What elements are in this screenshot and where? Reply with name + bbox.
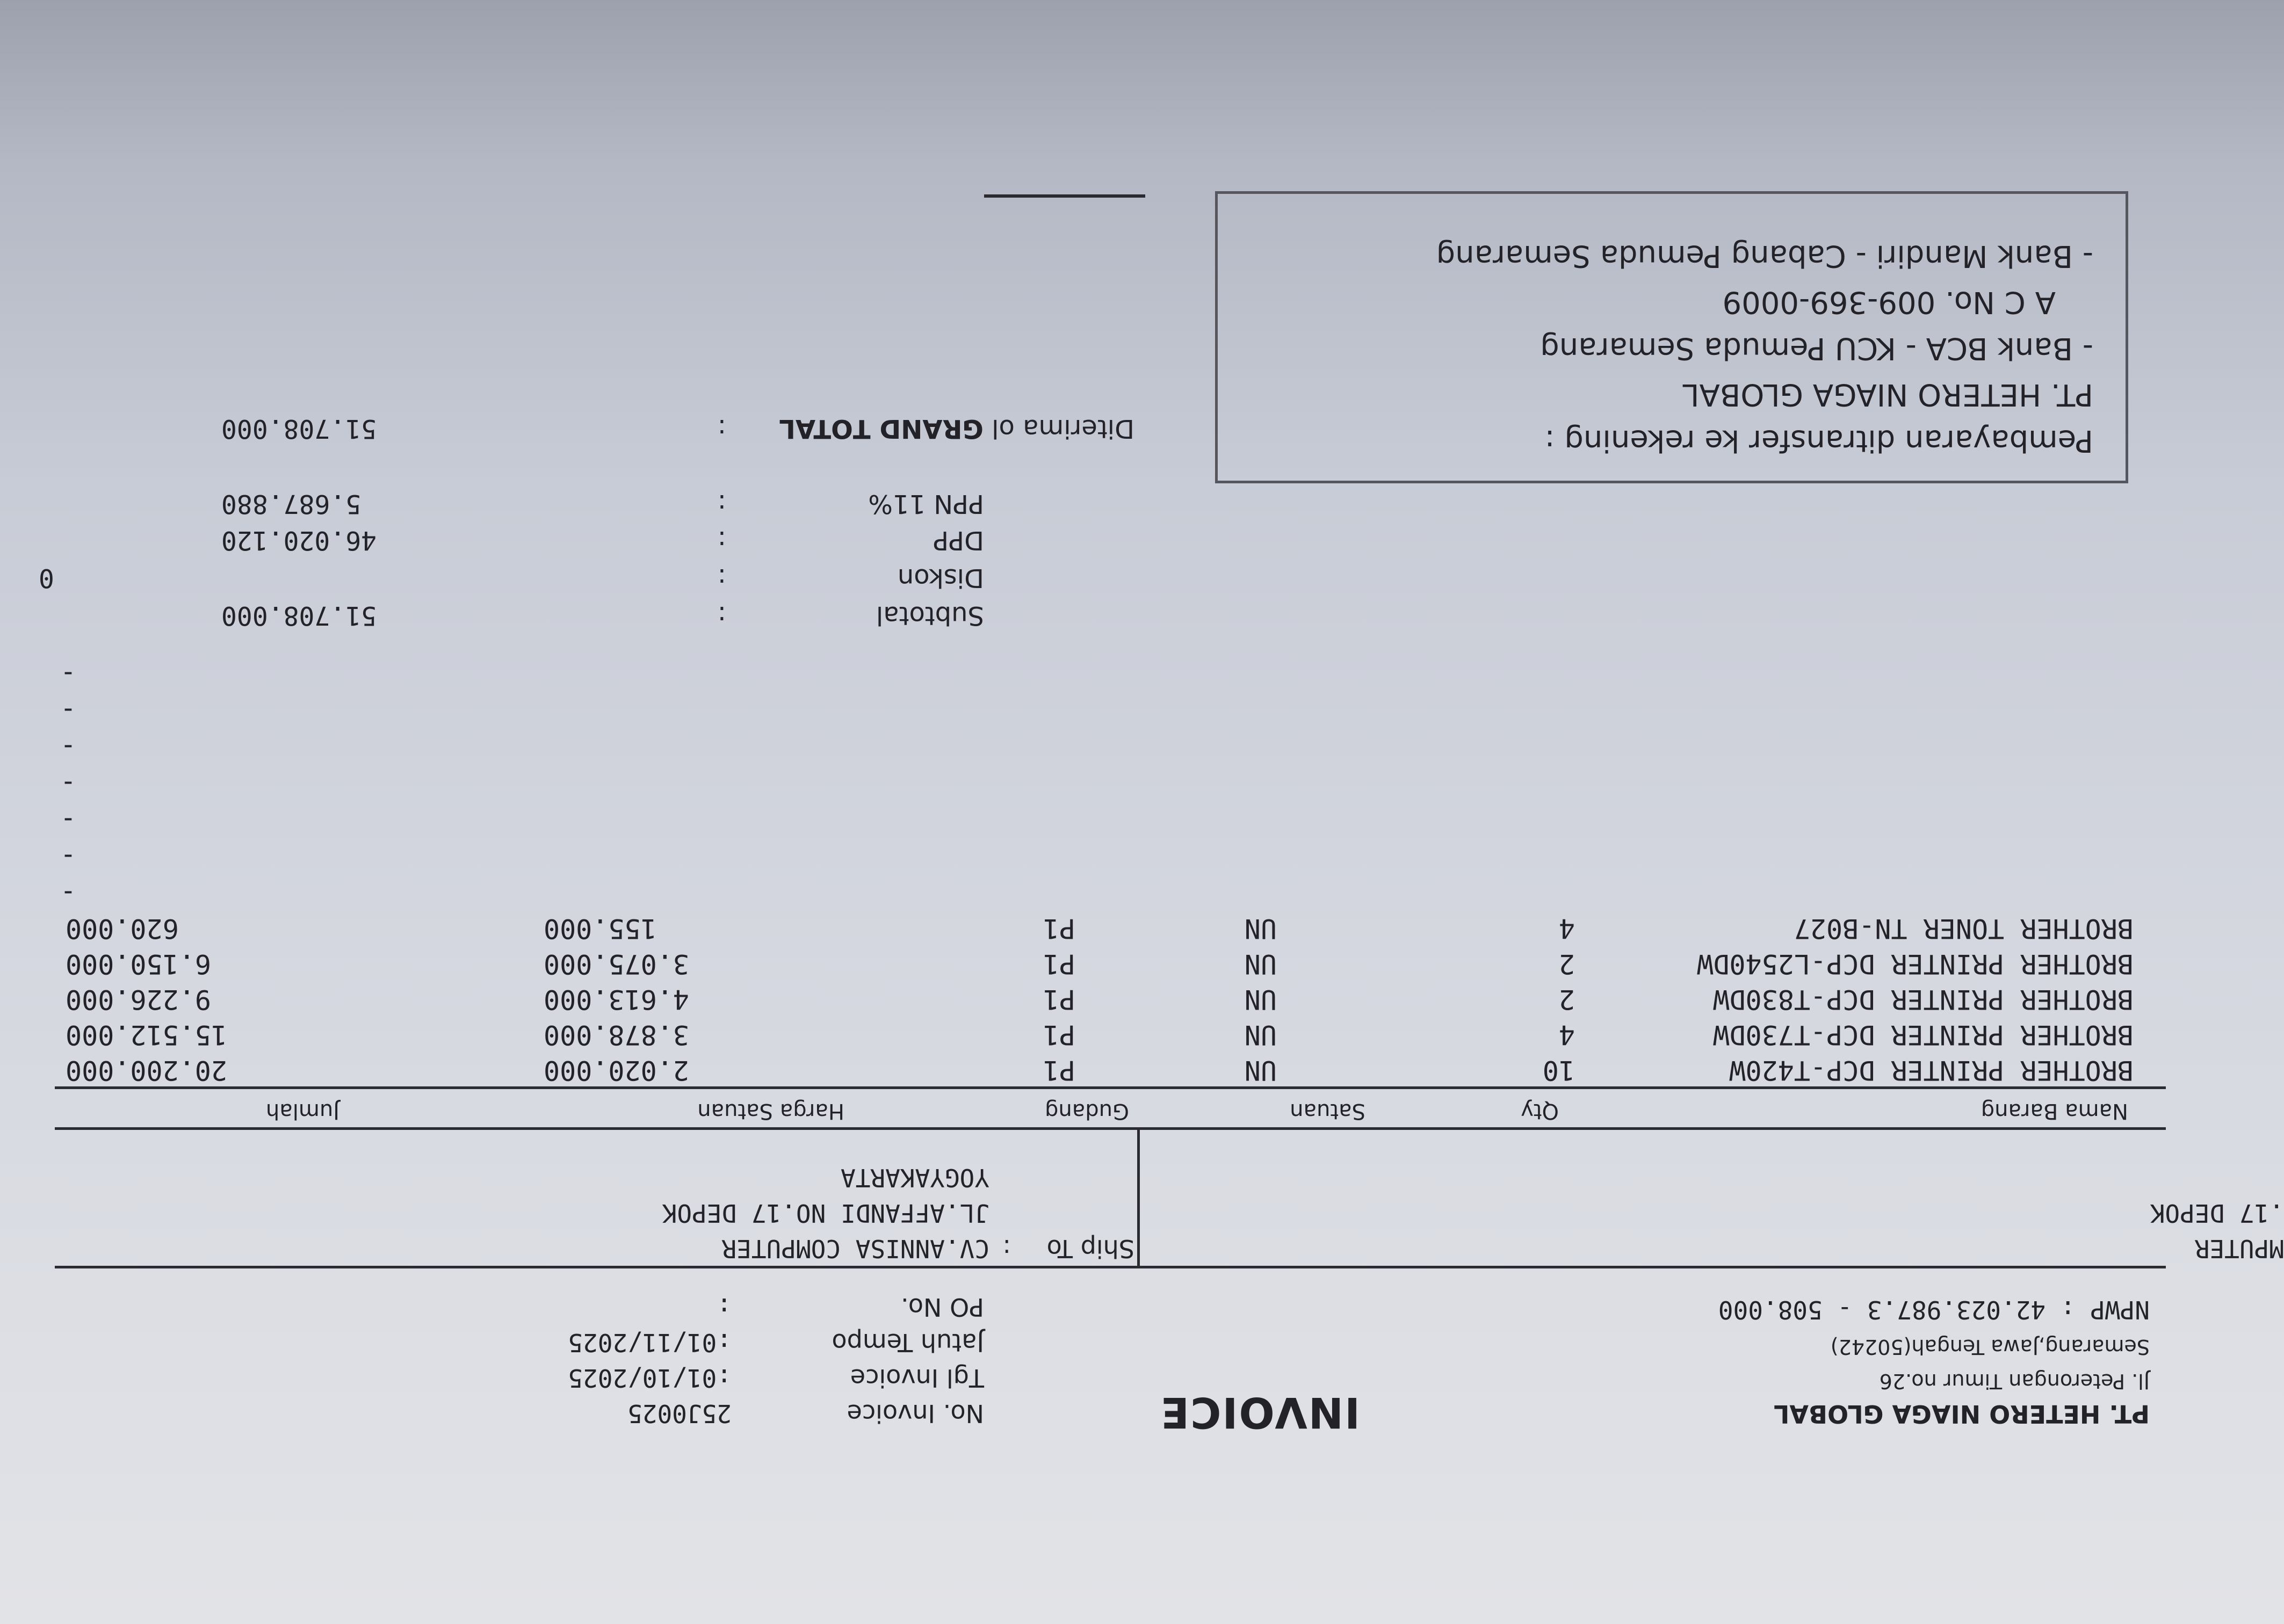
cell-unit: UN xyxy=(1244,984,1277,1015)
cell-qty: 4 xyxy=(1558,913,1575,944)
cell-qty: 4 xyxy=(1558,1019,1575,1050)
cell-warehouse: P1 xyxy=(1043,913,1075,944)
meta-label-invoice-no: No. Invoice xyxy=(847,1399,984,1428)
empty-row-marker: - xyxy=(60,659,76,691)
cell-unit: UN xyxy=(1244,948,1277,980)
payment-line4: A C No. 009-369-0009 xyxy=(1722,285,2056,320)
grand-total-colon: : xyxy=(717,414,726,444)
cell-price: 155.000 xyxy=(544,913,657,944)
col-header-warehouse: Gudang xyxy=(1045,1099,1129,1123)
summary-label: Diskon xyxy=(897,563,984,593)
payment-info-box xyxy=(1215,191,2128,483)
meta-label-due-date: Jatuh Tempo xyxy=(832,1328,984,1357)
meta-label-invoice-date: Tgl Invoice xyxy=(850,1364,984,1393)
empty-row-marker: - xyxy=(60,842,76,873)
cell-item: BROTHER PRINTER DCP-T830DW xyxy=(1713,984,2134,1015)
summary-label: PPN 11% xyxy=(868,489,984,519)
col-header-total: Jumlah xyxy=(265,1099,339,1123)
cell-total: 9.226.000 xyxy=(66,984,211,1015)
cell-warehouse: P1 xyxy=(1043,948,1075,980)
cell-total: 15.512.000 xyxy=(66,1019,228,1050)
meta-value-invoice-date: :01/10/2025 xyxy=(568,1364,732,1393)
ship-to-colon: : xyxy=(1002,1234,1011,1263)
company-address-line2: Semarang,Jawa Tengah(50242) xyxy=(1830,1335,2150,1359)
cell-qty: 2 xyxy=(1558,984,1575,1015)
meta-value-po-no: : xyxy=(717,1293,732,1322)
cell-qty: 2 xyxy=(1558,948,1575,980)
empty-row-marker: - xyxy=(60,806,76,837)
cell-price: 3.075.000 xyxy=(544,948,689,980)
cell-unit: UN xyxy=(1244,1019,1277,1050)
cell-item: BROTHER PRINTER DCP-L2540DW xyxy=(1697,948,2134,980)
cell-price: 3.878.000 xyxy=(544,1019,689,1050)
empty-row-marker: - xyxy=(60,879,76,910)
summary-value: 5.687.880 xyxy=(221,489,362,519)
summary-value: 0 xyxy=(39,563,54,593)
company-npwp: NPWP : 42.023.987.3 - 508.000 xyxy=(1718,1295,2150,1324)
summary-label: Subtotal xyxy=(876,600,984,630)
payment-line3: - Bank BCA - KCU Pemuda Semarang xyxy=(1540,331,2093,366)
cell-warehouse: P1 xyxy=(1043,984,1075,1015)
bill-to-line1: MPUTER xyxy=(2194,1234,2284,1263)
payment-line5: - Bank Mandiri - Cabang Pemuda Semarang xyxy=(1436,238,2093,273)
cell-warehouse: P1 xyxy=(1043,1055,1075,1086)
summary-colon: : xyxy=(717,600,726,630)
summary-colon: : xyxy=(717,563,726,593)
col-header-item: Nama Barang xyxy=(1981,1099,2128,1123)
address-box-divider xyxy=(1137,1130,1140,1268)
document-title: INVOICE xyxy=(1159,1388,1360,1436)
col-header-qty: Qty xyxy=(1521,1099,1559,1123)
ship-to-line2: JL.AFFANDI NO.17 DEPOK xyxy=(662,1199,989,1228)
company-name: PT. HETERO NIAGA GLOBAL xyxy=(1774,1400,2150,1429)
cell-total: 20.200.000 xyxy=(66,1055,228,1086)
cell-unit: UN xyxy=(1244,913,1277,944)
cell-item: BROTHER PRINTER DCP-T420W xyxy=(1729,1055,2134,1086)
bill-to-line2: .17 DEPOK xyxy=(2150,1199,2284,1228)
summary-label: DPP xyxy=(933,525,984,555)
payment-line2: PT. HETERO NIAGA GLOBAL xyxy=(1682,377,2093,412)
col-header-unit: Satuan xyxy=(1290,1099,1365,1123)
summary-value: 51.708.000 xyxy=(221,600,377,630)
grand-total-label: GRAND TOTAL xyxy=(779,414,984,444)
company-address-line1: Jl. Peterongan Timur no.26 xyxy=(1879,1369,2150,1393)
empty-row-marker: - xyxy=(60,733,76,764)
ship-to-line3: YOGYAKARTA xyxy=(841,1163,989,1192)
table-header-top-border xyxy=(55,1127,2166,1130)
empty-row-marker: - xyxy=(60,769,76,800)
cell-unit: UN xyxy=(1244,1055,1277,1086)
cell-qty: 10 xyxy=(1542,1055,1575,1086)
meta-label-po-no: PO No. xyxy=(901,1293,984,1322)
address-box-top-border xyxy=(55,1266,2166,1268)
ship-to-label: Ship To xyxy=(1046,1234,1134,1263)
cell-item: BROTHER PRINTER DCP-T730DW xyxy=(1713,1019,2134,1050)
cell-item: BROTHER TONER TN-B027 xyxy=(1794,913,2134,944)
grand-total-value: 51.708.000 xyxy=(221,414,377,444)
meta-value-invoice-no: 25J0025 xyxy=(627,1399,732,1428)
payment-line1: Pembayaran ditransfer ke rekening : xyxy=(1544,423,2093,458)
grand-total-prefix xyxy=(779,414,1134,444)
cell-total: 620.000 xyxy=(66,913,179,944)
cell-price: 4.613.000 xyxy=(544,984,689,1015)
summary-value: 46.020.120 xyxy=(221,525,377,555)
cell-total: 6.150.000 xyxy=(66,948,211,980)
summary-colon: : xyxy=(717,525,726,555)
meta-value-due-date: :01/11/2025 xyxy=(568,1328,732,1357)
grand-total-prefix-text: Diterima ol xyxy=(992,414,1134,444)
signature-line xyxy=(984,194,1145,198)
cell-price: 2.020.000 xyxy=(544,1055,689,1086)
ship-to-line1: CV.ANNISA COMPUTER xyxy=(721,1234,989,1263)
col-header-price: Harga Satuan xyxy=(697,1099,844,1123)
summary-colon: : xyxy=(717,489,726,519)
table-header-bottom-border xyxy=(55,1086,2166,1089)
cell-warehouse: P1 xyxy=(1043,1019,1075,1050)
empty-row-marker: - xyxy=(60,696,76,727)
